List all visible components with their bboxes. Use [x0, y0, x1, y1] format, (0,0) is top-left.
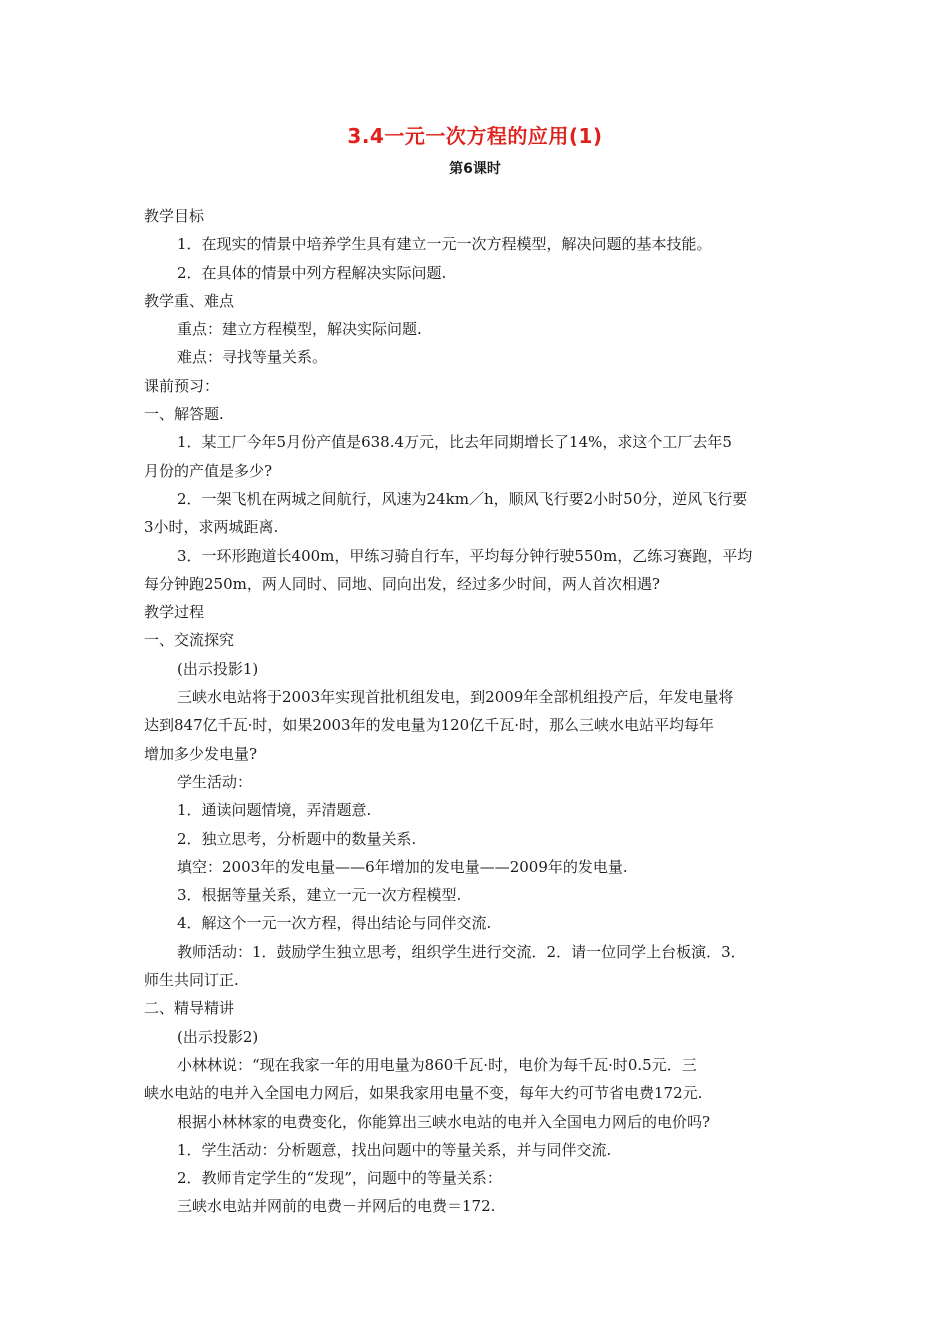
key-point-item: 重点：建立方程模型，解决实际问题.: [177, 320, 422, 339]
activity-step: 2．教师肯定学生的“发现”，问题中的等量关系：: [177, 1169, 502, 1188]
difficulty-item: 难点：寻找等量关系。: [177, 348, 328, 367]
activity-step: 4．解这个一元一次方程，得出结论与同伴交流.: [177, 914, 492, 933]
equation-line: 三峡水电站并网前的电费－并网后的电费＝172.: [177, 1197, 496, 1216]
exercise-text: 每分钟跑250m，两人同时、同地、同向出发，经过多少时间，两人首次相遇?: [144, 574, 660, 593]
lesson-number: 第6课时: [449, 161, 501, 177]
subsection-heading: 一、交流探究: [144, 631, 235, 650]
objective-item: 1．在现实的情景中培养学生具有建立一元一次方程模型，解决问题的基本技能。: [177, 235, 712, 254]
section-heading-key-points: 教学重、难点: [144, 291, 235, 310]
activity-step: 3．根据等量关系，建立一元一次方程模型.: [177, 886, 462, 905]
paragraph-text: 峡水电站的电并入全国电力网后，如果我家用电量不变，每年大约可节省电费172元.: [144, 1084, 703, 1103]
section-heading-preview: 课前预习：: [144, 376, 220, 395]
activity-label: 学生活动：: [177, 772, 253, 791]
teacher-activity: 师生共同订正.: [144, 971, 239, 990]
activity-step: 2．独立思考，分析题中的数量关系.: [177, 829, 417, 848]
document-title: 3.4一元一次方程的应用(1): [347, 124, 603, 148]
exercise-text: 2．一架飞机在两城之间航行，风速为24km／h，顺风飞行要2小时50分，逆风飞行要: [177, 489, 748, 508]
subsection-heading: 一、解答题.: [144, 405, 224, 424]
section-heading-process: 教学过程: [144, 603, 205, 622]
exercise-text: 3．一环形跑道长400m，甲练习骑自行车，平均每分钟行驶550m，乙练习赛跑，平均: [177, 546, 753, 565]
paragraph-text: 三峡水电站将于2003年实现首批机组发电，到2009年全部机组投产后，年发电量将: [177, 688, 734, 707]
paragraph-text: 小林林说：“现在我家一年的用电量为860千瓦·时，电价为每千瓦·时0.5元．三: [177, 1055, 697, 1074]
exercise-text: 月份的产值是多少?: [144, 461, 273, 480]
paragraph-text: 达到847亿千瓦·时，如果2003年的发电量为120亿千瓦·时，那么三峡水电站平均每年: [144, 716, 714, 735]
subsection-heading: 二、精导精讲: [144, 999, 235, 1018]
paragraph-text: 增加多少发电量?: [144, 744, 258, 763]
projection-note: (出示投影1): [177, 659, 259, 678]
document-body: [144, 202, 814, 1221]
activity-step: 1．学生活动：分析题意，找出问题中的等量关系，并与同伴交流.: [177, 1140, 612, 1159]
paragraph-text: 根据小林林家的电费变化，你能算出三峡水电站的电并入全国电力网后的电价吗?: [177, 1112, 711, 1131]
teacher-activity: 教师活动：1．鼓励学生独立思考，组织学生进行交流．2．请一位同学上台板演．3．: [177, 942, 746, 961]
projection-note: (出示投影2): [177, 1027, 259, 1046]
activity-step: 填空：2003年的发电量——6年增加的发电量——2009年的发电量.: [177, 857, 628, 876]
section-heading-objectives: 教学目标: [144, 207, 205, 225]
exercise-text: 3小时，求两城距离.: [144, 518, 279, 537]
objective-item: 2．在具体的情景中列方程解决实际问题.: [177, 263, 447, 282]
activity-step: 1．通读问题情境，弄清题意.: [177, 801, 372, 820]
exercise-text: 1．某工厂今年5月份产值是638.4万元，比去年同期增长了14%，求这个工厂去年5: [177, 433, 732, 452]
